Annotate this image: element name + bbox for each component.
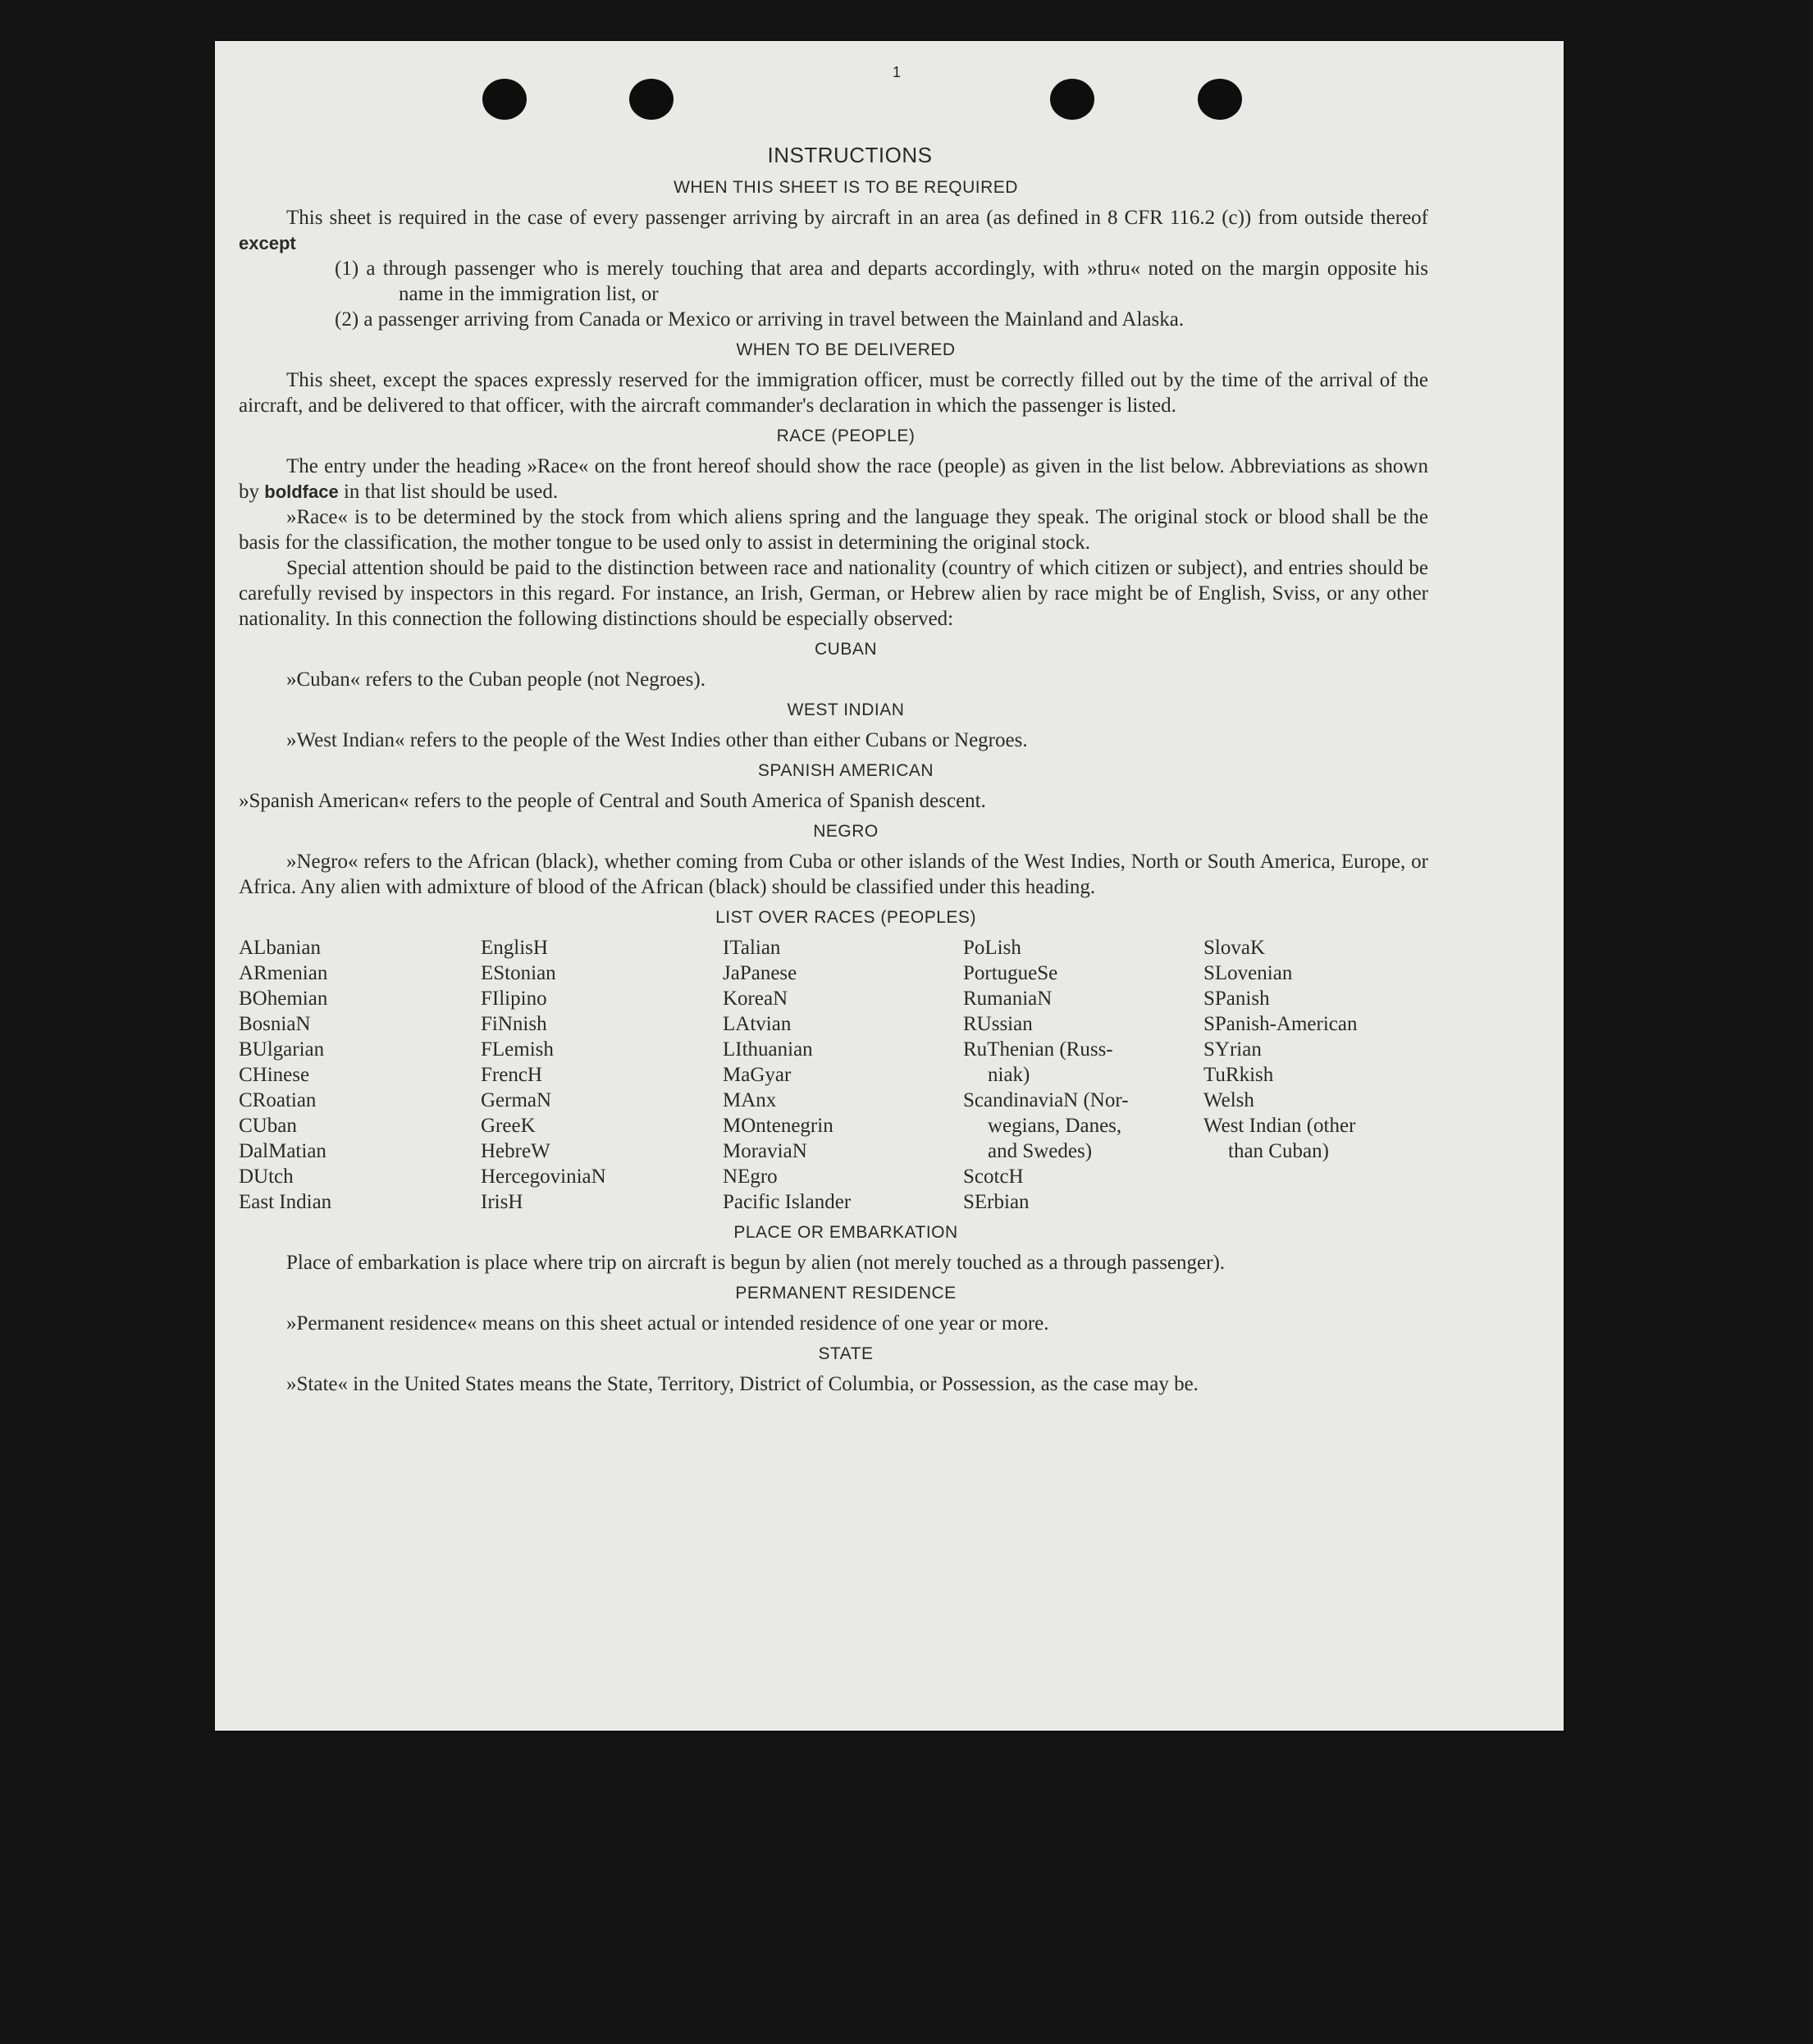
race-item: ALbanian bbox=[239, 937, 321, 959]
paragraph: Special attention should be paid to the distinction between race and nationality (country of which citizen or subject), and entries should be carefully revised by inspectors in this regard. For instance, an Irish, German, or Hebrew alien by race might be of English, Sviss, or any other nationality. In this connection the following distinctions should be especially observed: bbox=[239, 557, 1428, 630]
race-item: and Swedes) bbox=[988, 1140, 1093, 1162]
race-item: DUtch bbox=[239, 1166, 294, 1188]
race-item: RUssian bbox=[963, 1013, 1033, 1035]
race-item: JaPanese bbox=[723, 962, 797, 984]
races-column bbox=[1203, 935, 1428, 1215]
section-heading: WHEN THIS SHEET IS TO BE REQUIRED bbox=[674, 178, 1018, 197]
paragraph: »State« in the United States means the State, Territory, District of Columbia, or Possession, as the case may be. bbox=[286, 1373, 1199, 1395]
race-item: Welsh bbox=[1203, 1089, 1254, 1111]
race-item: HercegoviniaN bbox=[481, 1166, 606, 1188]
race-item: MOntenegrin bbox=[723, 1115, 833, 1137]
race-item: SErbian bbox=[963, 1191, 1030, 1213]
race-item: LAtvian bbox=[723, 1013, 792, 1035]
paragraph: »Spanish American« refers to the people of Central and South America of Spanish descent. bbox=[239, 790, 986, 812]
race-item: IrisH bbox=[481, 1191, 523, 1213]
race-item: SLovenian bbox=[1203, 962, 1293, 984]
section-heading: WHEN TO BE DELIVERED bbox=[736, 340, 956, 359]
section-heading: CUBAN bbox=[814, 640, 877, 659]
document-page bbox=[215, 41, 1564, 1731]
race-item: niak) bbox=[988, 1064, 1030, 1086]
races-list bbox=[239, 935, 1428, 1215]
paragraph: The entry under the heading »Race« on the front hereof should show the race (people) as given in the list below. Abbreviations as shown by boldface in that list should be used. bbox=[239, 455, 1428, 503]
race-item: ScandinaviaN (Nor- bbox=[963, 1089, 1129, 1111]
paragraph: »Permanent residence« means on this sheet actual or intended residence of one year or more. bbox=[286, 1312, 1049, 1335]
race-item: MaGyar bbox=[723, 1064, 792, 1086]
race-item: SPanish-American bbox=[1203, 1013, 1358, 1035]
page-number: 1 bbox=[893, 64, 902, 80]
paragraph: Place of embarkation is place where trip on aircraft is begun by alien (not merely touched as a through passenger). bbox=[286, 1252, 1226, 1274]
race-item: PoLish bbox=[963, 937, 1021, 959]
race-item: East Indian bbox=[239, 1191, 332, 1213]
section-heading: RACE (PEOPLE) bbox=[776, 427, 916, 445]
section-heading: PERMANENT RESIDENCE bbox=[735, 1284, 957, 1303]
race-item: MoraviaN bbox=[723, 1140, 807, 1162]
race-item: MAnx bbox=[723, 1089, 777, 1111]
races-column bbox=[481, 935, 723, 1215]
race-item: CUban bbox=[239, 1115, 297, 1137]
section-heading: WEST INDIAN bbox=[787, 700, 905, 719]
paragraph: »Negro« refers to the African (black), whether coming from Cuba or other islands of the West Indies, North or South America, Europe, or Africa. Any alien with admixture of blood of the African (black) should be classified under this heading. bbox=[239, 851, 1428, 898]
race-item: SYrian bbox=[1203, 1038, 1262, 1061]
race-item: than Cuban) bbox=[1228, 1140, 1329, 1162]
race-item: West Indian (other bbox=[1203, 1115, 1356, 1137]
punch-hole bbox=[629, 79, 674, 120]
race-item: SPanish bbox=[1203, 988, 1270, 1010]
paragraph: This sheet, except the spaces expressly reserved for the immigration officer, must be correctly filled out by the time of the arrival of the aircraft, and be delivered to that officer, with the aircraft commander's declaration in which the passenger is listed. bbox=[239, 369, 1428, 417]
race-item: EnglisH bbox=[481, 937, 548, 959]
race-item: ScotcH bbox=[963, 1166, 1024, 1188]
race-item: BOhemian bbox=[239, 988, 328, 1010]
race-item: EStonian bbox=[481, 962, 556, 984]
punch-hole bbox=[482, 79, 527, 120]
instructions-text bbox=[239, 138, 1428, 1397]
race-item: wegians, Danes, bbox=[988, 1115, 1122, 1137]
section-heading: STATE bbox=[818, 1344, 874, 1363]
race-item: ITalian bbox=[723, 937, 781, 959]
race-item: PortugueSe bbox=[963, 962, 1058, 984]
paragraph: »Cuban« refers to the Cuban people (not Negroes). bbox=[286, 668, 706, 691]
races-column bbox=[239, 935, 481, 1215]
race-item: TuRkish bbox=[1203, 1064, 1274, 1086]
section-heading: PLACE OR EMBARKATION bbox=[733, 1223, 958, 1242]
race-item: ARmenian bbox=[239, 962, 328, 984]
race-item: GermaN bbox=[481, 1089, 552, 1111]
races-column bbox=[963, 935, 1203, 1215]
race-item: FrencH bbox=[481, 1064, 542, 1086]
race-item: CHinese bbox=[239, 1064, 310, 1086]
paragraph: This sheet is required in the case of every passenger arriving by aircraft in an area (as defined in 8 CFR 116.2 (c)) from outside thereof except bbox=[239, 207, 1428, 253]
races-column bbox=[723, 935, 963, 1215]
race-item: BUlgarian bbox=[239, 1038, 325, 1061]
race-item: DalMatian bbox=[239, 1140, 327, 1162]
section-heading: NEGRO bbox=[813, 822, 879, 841]
list-item: (2) a passenger arriving from Canada or Mexico or arriving in travel between the Mainland and Alaska. bbox=[335, 308, 1185, 331]
race-item: BosniaN bbox=[239, 1013, 311, 1035]
page-title: INSTRUCTIONS bbox=[767, 143, 933, 167]
race-item: Pacific Islander bbox=[723, 1191, 852, 1213]
punch-hole bbox=[1198, 79, 1242, 120]
race-item: HebreW bbox=[481, 1140, 550, 1162]
paragraph: »West Indian« refers to the people of the West Indies other than either Cubans or Negroes. bbox=[286, 729, 1028, 751]
race-item: GreeK bbox=[481, 1115, 536, 1137]
race-item: CRoatian bbox=[239, 1089, 317, 1111]
race-item: RuThenian (Russ- bbox=[963, 1038, 1113, 1061]
section-heading: LIST OVER RACES (PEOPLES) bbox=[715, 908, 976, 927]
race-item: FIlipino bbox=[481, 988, 547, 1010]
race-item: FLemish bbox=[481, 1038, 554, 1061]
list-item: (1) a through passenger who is merely touching that area and departs accordingly, with »thru« noted on the margin opposite his name in the immigration list, or bbox=[335, 258, 1429, 305]
race-item: FiNnish bbox=[481, 1013, 547, 1035]
race-item: RumaniaN bbox=[963, 988, 1053, 1010]
punch-hole bbox=[1050, 79, 1094, 120]
race-item: KoreaN bbox=[723, 988, 788, 1010]
paragraph: »Race« is to be determined by the stock from which aliens spring and the language they speak. The original stock or blood shall be the basis for the classification, the mother tongue to be used only to assist in determining the original stock. bbox=[239, 506, 1428, 554]
section-heading: SPANISH AMERICAN bbox=[757, 761, 934, 780]
race-item: LIthuanian bbox=[723, 1038, 813, 1061]
race-item: NEgro bbox=[723, 1166, 778, 1188]
race-item: SlovaK bbox=[1203, 937, 1265, 959]
